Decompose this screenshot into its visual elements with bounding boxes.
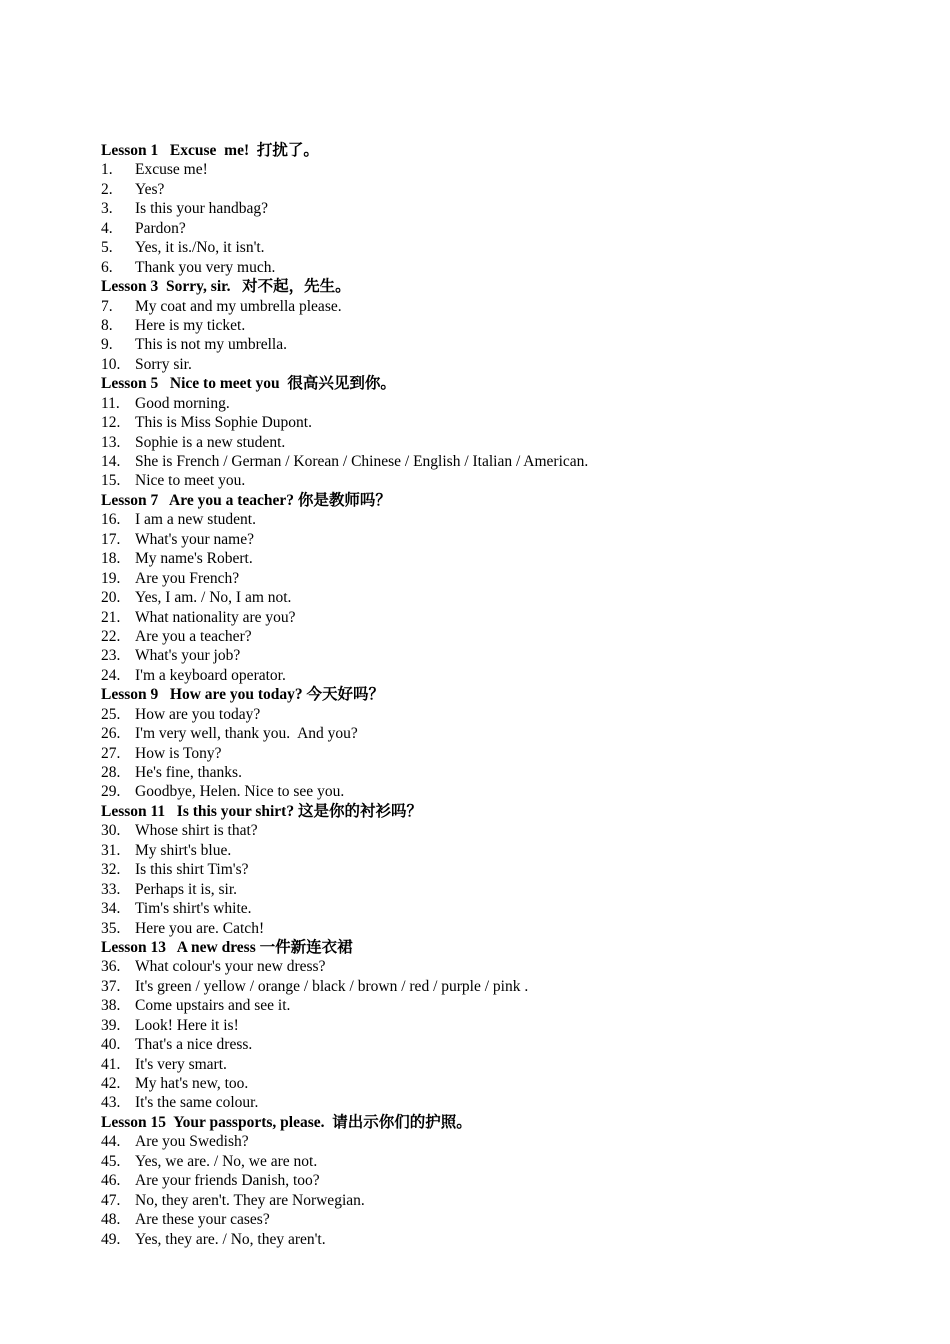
list-item [101,258,921,277]
item-sentence: Are you French? [135,569,240,587]
list-item [101,1055,921,1074]
item-sentence: Yes, they are. / No, they aren't. [135,1230,326,1248]
item-number: 20. [101,589,121,607]
list-item [101,782,921,801]
item-sentence: Are these your cases? [135,1211,270,1229]
item-sentence: Whose shirt is that? [135,822,258,840]
item-sentence: How are you today? [135,705,261,723]
list-item [101,180,921,199]
item-sentence: Look! Here it is! [135,1016,239,1034]
list-item [101,433,921,452]
item-number: 14. [101,453,121,470]
list-item [101,394,921,413]
item-sentence: Yes, we are. / No, we are not. [135,1152,318,1170]
item-number: 39. [101,1016,121,1034]
list-item [101,160,921,179]
item-sentence: Good morning. [135,394,230,412]
list-item [101,608,921,627]
item-number: 46. [101,1172,121,1190]
list-item [101,471,921,490]
item-number: 35. [101,919,121,937]
item-sentence: I'm very well, thank you. And you? [135,725,358,743]
item-number: 25. [101,705,121,723]
item-number: 41. [101,1055,121,1073]
item-sentence: This is not my umbrella. [135,336,287,354]
item-number: 9. [101,336,113,354]
lesson-heading: Lesson 15 Your passports, please. 请出示你们的护照。 [101,1113,472,1131]
item-sentence: This is Miss Sophie Dupont. [135,414,312,432]
lesson-section [101,938,921,1113]
list-item [101,219,921,238]
item-number: 6. [101,258,113,276]
item-number: 40. [101,1036,121,1054]
item-number: 34. [101,900,121,918]
item-sentence: Nice to meet you. [135,472,246,490]
item-sentence: Are you Swedish? [135,1133,249,1151]
item-sentence: My coat and my umbrella please. [135,297,342,315]
list-item [101,996,921,1015]
list-item [101,705,921,724]
item-number: 45. [101,1152,121,1170]
item-number: 21. [101,608,121,626]
list-item [101,452,921,471]
item-number: 32. [101,861,121,879]
lesson-heading: Lesson 5 Nice to meet you 很高兴见到你。 [101,375,396,393]
list-item [101,880,921,899]
list-item [101,841,921,860]
item-sentence: Are you a teacher? [135,627,252,645]
list-item [101,646,921,665]
list-item [101,763,921,782]
item-sentence: No, they aren't. They are Norwegian. [135,1191,365,1209]
item-sentence: Perhaps it is, sir. [135,880,238,898]
list-item [101,977,921,996]
item-sentence: Yes, it is./No, it isn't. [135,239,265,257]
lesson-section [101,374,921,491]
lesson-section [101,1113,921,1249]
lesson-heading: Lesson 3 Sorry, sir. 对不起，先生。 [101,278,351,296]
item-number: 22. [101,627,121,645]
lesson-heading: Lesson 1 Excuse me! 打扰了。 [101,142,319,159]
item-number: 4. [101,219,113,237]
item-number: 42. [101,1075,121,1092]
item-number: 17. [101,530,121,548]
list-item [101,355,921,374]
document-body [101,141,921,1249]
item-sentence: Thank you very much. [135,258,276,276]
lesson-heading: Lesson 13 A new dress 一件新连衣裙 [101,938,353,956]
list-item [101,1016,921,1035]
item-sentence: How is Tony? [135,744,222,762]
item-sentence: It's very smart. [135,1055,227,1073]
item-sentence: What's your name? [135,530,254,548]
item-sentence: My hat's new, too. [135,1075,249,1092]
lesson-section [101,685,921,802]
item-sentence: Are your friends Danish, too? [135,1172,320,1190]
item-number: 13. [101,433,121,451]
lesson-section [101,491,921,685]
list-item [101,297,921,316]
item-sentence: Goodbye, Helen. Nice to see you. [135,783,345,801]
item-sentence: Pardon? [135,219,186,237]
item-sentence: That's a nice dress. [135,1036,253,1054]
lesson-section [101,802,921,938]
item-number: 30. [101,822,121,840]
item-sentence: Yes? [135,180,165,198]
item-number: 23. [101,647,121,665]
list-item [101,627,921,646]
item-sentence: It's the same colour. [135,1094,259,1112]
item-sentence: Is this your handbag? [135,200,269,218]
list-item [101,1191,921,1210]
item-number: 15. [101,472,121,490]
item-number: 26. [101,725,121,743]
lesson-heading: Lesson 9 How are you today? 今天好吗？ [101,686,385,704]
item-sentence: What colour's your new dress? [135,958,326,976]
item-sentence: Excuse me! [135,161,208,179]
lesson-heading: Lesson 11 Is this your shirt? 这是你的衬衫吗？ [101,802,422,820]
list-item [101,569,921,588]
item-number: 31. [101,841,121,859]
item-number: 27. [101,744,121,762]
item-number: 8. [101,316,113,334]
list-item [101,1074,921,1093]
lesson-heading: Lesson 7 Are you a teacher? 你是教师吗？ [101,491,391,509]
list-item [101,1035,921,1054]
item-sentence: Here is my ticket. [135,316,246,334]
list-item [101,549,921,568]
list-item [101,238,921,257]
item-number: 44. [101,1133,121,1151]
item-number: 36. [101,958,121,976]
item-sentence: Come upstairs and see it. [135,997,291,1015]
item-sentence: My name's Robert. [135,550,253,568]
list-item [101,316,921,335]
item-number: 24. [101,666,121,684]
item-number: 3. [101,200,113,218]
item-number: 12. [101,414,121,432]
list-item [101,666,921,685]
list-item [101,919,921,938]
list-item [101,957,921,976]
item-number: 1. [101,161,113,179]
item-number: 43. [101,1094,121,1112]
item-sentence: My shirt's blue. [135,841,232,859]
item-sentence: Sorry sir. [135,355,192,373]
list-item [101,1132,921,1151]
item-sentence: She is French / German / Korean / Chinese / English / Italian / American. [135,453,589,470]
item-number: 16. [101,511,121,529]
item-number: 47. [101,1191,121,1209]
item-number: 11. [101,394,120,412]
item-sentence: What's your job? [135,647,241,665]
item-number: 38. [101,997,121,1015]
lesson-section [101,141,921,277]
item-sentence: Tim's shirt's white. [135,900,252,918]
item-number: 48. [101,1211,121,1229]
item-sentence: He's fine, thanks. [135,764,242,781]
item-number: 2. [101,180,113,198]
list-item [101,335,921,354]
list-item [101,724,921,743]
item-sentence: I am a new student. [135,511,256,529]
item-number: 49. [101,1230,121,1248]
item-number: 28. [101,764,121,781]
list-item [101,1171,921,1190]
list-item [101,860,921,879]
item-sentence: Yes, I am. / No, I am not. [135,589,292,607]
item-number: 29. [101,783,121,801]
item-sentence: I'm a keyboard operator. [135,666,286,684]
item-number: 10. [101,355,121,373]
list-item [101,1152,921,1171]
list-item [101,1210,921,1229]
list-item [101,199,921,218]
item-sentence: What nationality are you? [135,608,296,626]
item-number: 7. [101,297,113,315]
item-number: 33. [101,880,121,898]
lesson-section [101,277,921,374]
item-number: 19. [101,569,121,587]
item-sentence: Here you are. Catch! [135,919,265,937]
list-item [101,1093,921,1112]
list-item [101,588,921,607]
list-item [101,744,921,763]
list-item [101,821,921,840]
item-number: 5. [101,239,113,257]
list-item [101,510,921,529]
list-item [101,899,921,918]
list-item [101,1230,921,1249]
list-item [101,530,921,549]
item-sentence: Is this shirt Tim's? [135,861,249,879]
item-number: 18. [101,550,121,568]
list-item [101,413,921,432]
item-sentence: Sophie is a new student. [135,433,286,451]
item-sentence: It's green / yellow / orange / black / brown / red / purple / pink . [135,977,529,995]
item-number: 37. [101,977,121,995]
